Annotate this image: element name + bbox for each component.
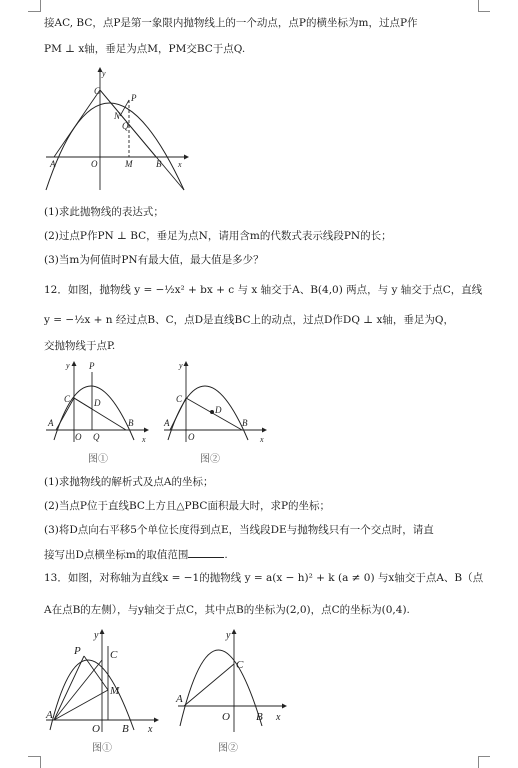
p13-fig1-caption: 图① <box>92 743 112 754</box>
p13-fig1-label-m: M <box>110 685 120 697</box>
p12-question-3-suffix: . <box>224 549 228 561</box>
p13-fig2-label-a: A <box>176 693 183 705</box>
corner-mark-top-left <box>40 0 41 12</box>
p12-question-1: (1)求抛物线的解析式及点A的坐标； <box>44 476 214 488</box>
p11-fig-label-x: x <box>178 160 182 169</box>
p12-line-3: 交抛物线于点P. <box>44 340 116 352</box>
p11-fig-label-c: C <box>94 86 101 96</box>
p13-fig2-label-y: y <box>226 630 231 641</box>
p12-fig2-label-d: D <box>215 405 222 415</box>
p13-line-2: A在点B的左侧），与y轴交于点C，其中点B的坐标为(2,0)，点C的坐标为(0,4). <box>44 604 410 616</box>
p13-line-1: 13．如图，对称轴为直线x = −1的抛物线 y = a(x − h)² + k (a ≠ 0) 与x轴交于点A、B（点 <box>44 572 484 584</box>
p12-fig2-label-b: B <box>242 418 248 428</box>
p11-question-1: (1)求此抛物线的表达式； <box>44 206 164 218</box>
p12-fig1-label-a: A <box>48 418 54 428</box>
p12-fig1-caption: 图① <box>88 454 108 465</box>
corner-mark-bottom-left-h <box>28 756 40 757</box>
p12-figure-2 <box>162 358 272 468</box>
p13-fig2-label-o: O <box>222 711 230 723</box>
p13-fig1-label-a: A <box>46 709 53 721</box>
p13-fig1-label-b: B <box>122 723 129 735</box>
p12-figure-1 <box>44 358 154 468</box>
p12-fig1-label-d: D <box>94 398 101 408</box>
p11-line-2: PM ⊥ x轴，垂足为点M，PM交BC于点Q. <box>44 43 246 55</box>
p12-question-3-cont <box>44 547 228 562</box>
corner-mark-bottom-right-h <box>478 756 490 757</box>
p13-fig1-label-x: x <box>148 724 153 735</box>
p12-line-2: y = −½x + n 经过点B、C，点D是直线BC上的动点，过点D作DQ ⊥ x轴，垂足为Q， <box>44 314 455 326</box>
p13-fig2-label-c: C <box>236 659 244 671</box>
p13-fig1-label-y: y <box>94 630 99 641</box>
p12-fig1-label-o: O <box>75 432 82 442</box>
p12-fig1-label-y: y <box>66 361 70 370</box>
p12-question-3: (3)将D点向右平移5个单位长度得到点E，当线段DE与抛物线只有一个交点时，请直 <box>44 524 434 536</box>
p13-figure-2 <box>176 626 296 756</box>
p12-question-2: (2)当点P位于直线BC上方且△PBC面积最大时，求P的坐标； <box>44 500 331 512</box>
corner-mark-top-right-h <box>478 11 490 12</box>
p13-figure-1 <box>44 626 164 756</box>
p13-fig1-label-c: C <box>110 649 118 661</box>
p12-fig2-label-x: x <box>260 435 264 444</box>
p11-fig-label-q: Q <box>122 121 129 131</box>
corner-mark-bottom-left <box>40 756 41 768</box>
p12-fig1-label-p: P <box>89 361 95 371</box>
p12-fig2-label-a: A <box>164 418 170 428</box>
p11-fig-label-p: P <box>131 93 137 103</box>
p11-fig-label-a: A <box>50 159 56 169</box>
p12-line-1: 12．如图，抛物线 y = −½x² + bx + c 与 x 轴交于A、B(4,0) 两点，与 y 轴交于点C，直线 <box>44 284 483 296</box>
p12-fig1-label-q: Q <box>93 432 100 442</box>
p12-fig2-label-y: y <box>179 361 183 370</box>
p11-figure <box>44 64 194 194</box>
corner-mark-bottom-right <box>478 756 479 768</box>
p11-fig-label-o: O <box>91 159 98 169</box>
p12-fig2-label-o: O <box>188 432 195 442</box>
corner-mark-top-left-h <box>28 11 40 12</box>
answer-blank <box>188 547 224 558</box>
p12-fig1-label-b: B <box>128 418 134 428</box>
p12-fig1-label-x: x <box>142 435 146 444</box>
p11-fig-label-m: M <box>125 159 133 169</box>
p11-line-1: 接AC, BC，点P是第一象限内抛物线上的一个动点，点P的横坐标为m，过点P作 <box>44 17 418 29</box>
p13-fig2-label-x: x <box>276 712 281 723</box>
p13-fig1-label-o: O <box>92 723 100 735</box>
p11-question-3: (3)当m为何值时PN有最大值，最大值是多少？ <box>44 254 264 266</box>
p12-fig1-label-c: C <box>64 394 71 404</box>
p13-fig2-label-b: B <box>256 711 263 723</box>
p11-fig-label-y: y <box>102 69 106 78</box>
p11-question-2: (2)过点P作PN ⊥ BC，垂足为点N，请用含m的代数式表示线段PN的长； <box>44 230 392 242</box>
p11-fig-label-b: B <box>156 159 162 169</box>
p11-fig-label-n: N <box>114 111 121 121</box>
p12-question-3-prefix: 接写出D点横坐标m的取值范围 <box>44 549 189 561</box>
p12-fig2-label-c: C <box>176 394 183 404</box>
p13-fig2-caption: 图② <box>218 743 238 754</box>
p12-fig2-caption: 图② <box>200 454 220 465</box>
p13-fig1-label-p: P <box>74 645 81 657</box>
